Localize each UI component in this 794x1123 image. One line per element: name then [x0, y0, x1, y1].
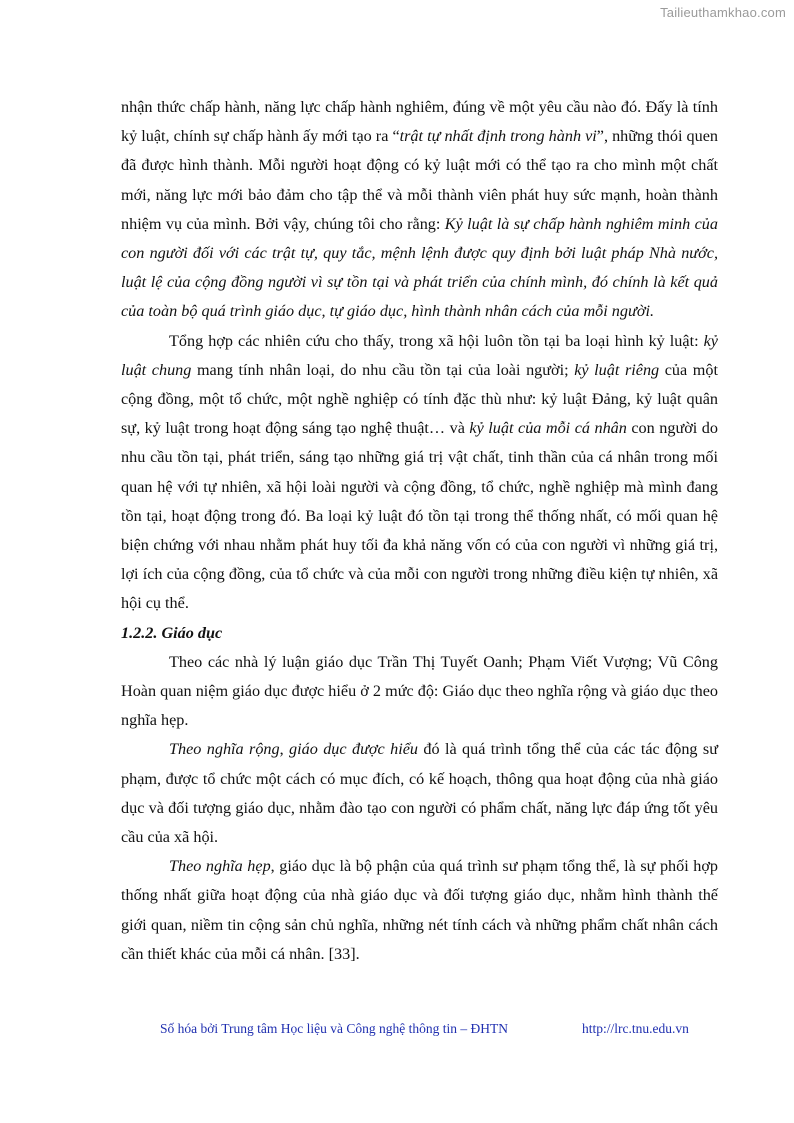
footer-link[interactable]: http://lrc.tnu.edu.vn	[582, 1021, 689, 1036]
paragraph-4: Theo nghĩa rộng, giáo dục được hiểu đó là quá trình tổng thể của các tác động sư phạm, được tổ chức một cách có mục đích, có kế hoạch, thông qua hoạt động của nhà giáo dục và đối tượng giáo dục, nhằm đào tạo con người có phẩm chất, năng lực đáp ứng tốt yêu cầu của xã hội.	[121, 740, 718, 847]
paragraph-1: nhận thức chấp hành, năng lực chấp hành nghiêm, đúng về một yêu cầu nào đó. Đấy là tính kỷ luật, chính sự chấp hành ấy mới tạo ra “trật tự nhất định trong hành vi”, những thói quen đã được hình thành. Mỗi người hoạt động có kỷ luật mới có thể tạo ra cho mình một chất mới, năng lực mới bảo đảm cho tập thể và mỗi thành viên phát huy sức mạnh, hoàn thành nhiệm vụ của mình. Bởi vậy, chúng tôi cho rằng: Kỷ luật là sự chấp hành nghiêm minh của con người đối với các trật tự, quy tắc, mệnh lệnh được quy định bởi luật pháp Nhà nước, luật lệ của cộng đồng người vì sự tồn tại và phát triển của chính mình, đó chính là kết quả của toàn bộ quá trình giáo dục, tự giáo dục, hình thành nhân cách của mỗi người.	[121, 98, 719, 321]
watermark: Tailieuthamkhao.com	[660, 5, 786, 20]
document-body	[121, 93, 718, 969]
paragraph-5: Theo nghĩa hẹp, giáo dục là bộ phận của quá trình sư phạm tổng thể, là sự phối hợp thống nhất giữa hoạt động của nhà giáo dục và đối tượng giáo dục, nhằm hình thành thế giới quan, niềm tin cộng sản chủ nghĩa, những nét tính cách và những phẩm chất nhân cách cần thiết khác của mỗi cá nhân. [33].	[121, 857, 718, 963]
paragraph-2: Tổng hợp các nhiên cứu cho thấy, trong xã hội luôn tồn tại ba loại hình kỷ luật: kỷ luật chung mang tính nhân loại, do nhu cầu tồn tại của loài người; kỷ luật riêng của một cộng đồng, một tổ chức, một nghề nghiệp có tính đặc thù như: kỷ luật Đảng, kỷ luật quân sự, kỷ luật trong hoạt động sáng tạo nghệ thuật… và kỷ luật của mỗi cá nhân con người do nhu cầu tồn tại, phát triển, sáng tạo những giá trị vật chất, tinh thần của cá nhân trong mối quan hệ với tự nhiên, xã hội loài người và cộng đồng, tổ chức, nghề nghiệp mà mình đang tồn tại, hoạt động trong đó. Ba loại kỷ luật đó tồn tại trong thể thống nhất, có mối quan hệ biện chứng với nhau nhằm phát huy tối đa khả năng vốn có của con người vì những giá trị, lợi ích của cộng đồng, của tổ chức và của mỗi con người trong những điều kiện tự nhiên, xã hội cụ thể.	[121, 331, 718, 613]
paragraph-3: Theo các nhà lý luận giáo dục Trần Thị Tuyết Oanh; Phạm Viết Vượng; Vũ Công Hoàn quan niệm giáo dục được hiểu ở 2 mức độ: Giáo dục theo nghĩa rộng và giáo dục theo nghĩa hẹp.	[121, 652, 718, 730]
footer-credit: Số hóa bởi Trung tâm Học liệu và Công nghệ thông tin – ĐHTN	[160, 1021, 509, 1036]
section-heading: 1.2.2. Giáo dục	[121, 623, 223, 642]
